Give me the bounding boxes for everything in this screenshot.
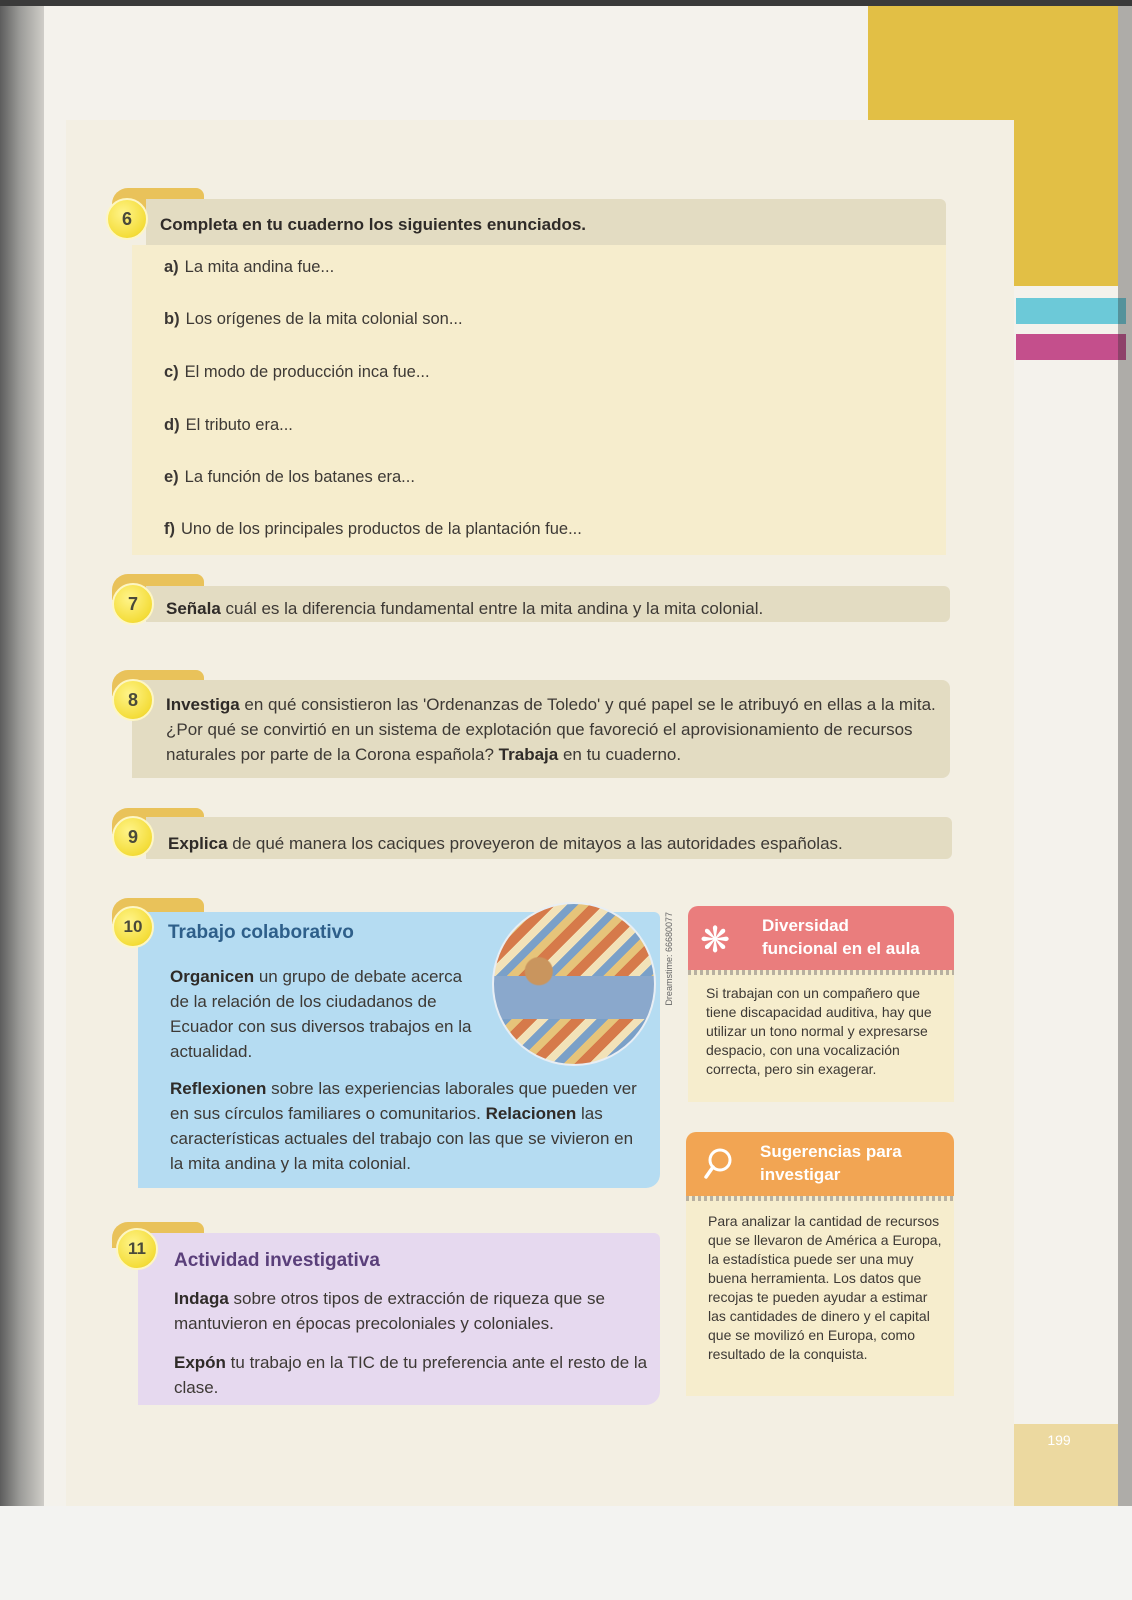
magnifier-icon bbox=[698, 1144, 738, 1184]
activity-number-badge: 7 bbox=[112, 583, 154, 625]
section-tab-magenta bbox=[1016, 334, 1126, 360]
instruction-text: de qué manera los caciques proveyeron de mitayos a las autoridades españolas. bbox=[227, 834, 843, 853]
page-number: 199 bbox=[1047, 1432, 1071, 1448]
instruction-text: las características actuales del trabajo con las que se vivieron en la mita andina y la mita colonial. bbox=[170, 1104, 634, 1173]
list-item bbox=[164, 310, 463, 329]
diversidad-title bbox=[762, 914, 920, 960]
title-line: Sugerencias para bbox=[760, 1142, 902, 1161]
instruction-verb: Trabaja bbox=[498, 745, 559, 764]
title-line: Diversidad bbox=[762, 916, 849, 935]
instruction-verb: Expón bbox=[174, 1353, 226, 1372]
item-text: La función de los batanes era... bbox=[184, 468, 415, 486]
item-text: El modo de producción inca fue... bbox=[184, 363, 430, 381]
activity-6-box bbox=[132, 245, 946, 555]
item-letter: d) bbox=[164, 416, 180, 434]
item-letter: f) bbox=[164, 520, 175, 538]
book-spine-shadow bbox=[0, 6, 44, 1506]
sugerencias-title bbox=[760, 1140, 902, 1186]
instruction-verb: Explica bbox=[168, 834, 228, 853]
instruction-verb: Investiga bbox=[166, 695, 240, 714]
section-tab-cyan bbox=[1016, 298, 1126, 324]
diversidad-text: Si trabajan con un compañero que tiene discapacidad auditiva, hay que utilizar un tono normal y expresarse despacio, con una vocalización correcta, pero sin exagerar. bbox=[706, 985, 932, 1077]
instruction-verb: Organicen bbox=[170, 967, 255, 986]
activity-11-paragraph bbox=[174, 1350, 650, 1400]
list-item bbox=[164, 468, 415, 487]
activity-number-badge: 6 bbox=[106, 198, 148, 240]
activity-number-badge: 10 bbox=[112, 906, 154, 948]
item-letter: b) bbox=[164, 310, 180, 328]
scan-bottom-margin bbox=[0, 1506, 1132, 1600]
instruction-text: tu trabajo en la TIC de tu preferencia ante el resto de la clase. bbox=[174, 1353, 648, 1397]
sugerencias-text: Para analizar la cantidad de recursos que se llevaron de América a Europa, la estadística puede ser una muy buena herramienta. Los datos que recojas te pueden ayudar a estimar las cantidades de dinero y el capital que se movilizó en Europa, como resultado de la conquista. bbox=[708, 1213, 942, 1362]
divider bbox=[686, 1196, 954, 1201]
item-letter: e) bbox=[164, 468, 179, 486]
item-text: La mita andina fue... bbox=[184, 258, 335, 276]
divider bbox=[688, 970, 954, 975]
activity-11-paragraph bbox=[174, 1286, 650, 1336]
activity-11-title: Actividad investigativa bbox=[174, 1250, 380, 1271]
instruction-verb: Indaga bbox=[174, 1289, 229, 1308]
page-right-edge bbox=[1118, 6, 1132, 1506]
title-line: funcional en el aula bbox=[762, 939, 920, 958]
item-letter: c) bbox=[164, 363, 179, 381]
instruction-text: un grupo de debate acerca de la relación de los ciudadanos de Ecuador con sus diversos trabajos en la actualidad. bbox=[170, 967, 472, 1061]
item-letter: a) bbox=[164, 258, 179, 276]
market-photo bbox=[492, 902, 656, 1066]
activity-8-instruction bbox=[166, 692, 936, 767]
activity-number-badge: 11 bbox=[116, 1228, 158, 1270]
instruction-text: en tu cuaderno. bbox=[558, 745, 682, 764]
instruction-verb: Relacionen bbox=[485, 1104, 577, 1123]
photo-credit: Dreamstime: 66680077 bbox=[664, 912, 674, 1006]
instruction-verb: Señala bbox=[166, 599, 221, 618]
instruction-text: en qué consistieron las 'Ordenanzas de Toledo' y qué papel se le atribuyó en ellas a la mita. ¿Por qué se convirtió en un sistema de explotación que favoreció el aprovisionamiento de recursos naturales por parte de la Corona española? bbox=[166, 695, 936, 764]
activity-10-title: Trabajo colaborativo bbox=[168, 922, 354, 943]
instruction-text: sobre otros tipos de extracción de riqueza que se mantuvieron en épocas precoloniales y coloniales. bbox=[174, 1289, 605, 1333]
item-text: Los orígenes de la mita colonial son... bbox=[185, 310, 463, 328]
instruction-text: sobre las experiencias laborales que pueden ver en sus círculos familiares o comunitarios. bbox=[170, 1079, 637, 1123]
instruction-verb: Reflexionen bbox=[170, 1079, 267, 1098]
title-line: investigar bbox=[760, 1165, 841, 1184]
activity-number-badge: 9 bbox=[112, 816, 154, 858]
activity-7-instruction bbox=[166, 596, 946, 621]
activity-number-badge: 8 bbox=[112, 679, 154, 721]
asterisk-icon: ❋ bbox=[700, 919, 731, 960]
list-item bbox=[164, 258, 334, 277]
item-text: El tributo era... bbox=[185, 416, 293, 434]
activity-6-instruction bbox=[160, 212, 586, 237]
list-item bbox=[164, 363, 430, 382]
item-text: Uno de los principales productos de la plantación fue... bbox=[181, 520, 582, 538]
activity-9-instruction bbox=[168, 831, 948, 856]
activity-10-paragraph bbox=[170, 964, 475, 1064]
activity-10-paragraph bbox=[170, 1076, 646, 1176]
list-item bbox=[164, 520, 582, 539]
instruction-text: Completa en tu cuaderno los siguientes enunciados. bbox=[160, 215, 587, 234]
list-item bbox=[164, 416, 293, 435]
instruction-text: cuál es la diferencia fundamental entre la mita andina y la mita colonial. bbox=[220, 599, 764, 618]
